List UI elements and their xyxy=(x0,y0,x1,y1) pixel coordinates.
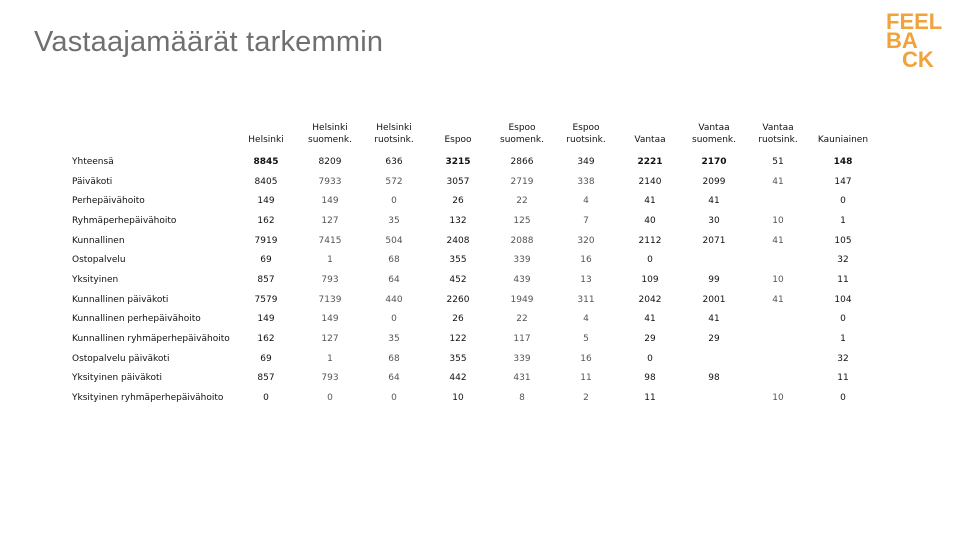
table-cell: 440 xyxy=(385,294,403,305)
table-cell: 1949 xyxy=(510,294,534,305)
table-cell: 8209 xyxy=(318,156,342,167)
table-cell: 0 xyxy=(391,393,397,404)
table-cell: 68 xyxy=(388,255,400,266)
table-cell: 32 xyxy=(837,353,849,364)
table-cell: 5 xyxy=(583,334,589,345)
table-cell: 149 xyxy=(321,314,339,325)
table-row xyxy=(72,349,876,369)
table-cell: 2140 xyxy=(638,176,662,187)
table-cell: 2260 xyxy=(446,294,470,305)
table-cell xyxy=(746,191,810,211)
table-cell: 320 xyxy=(577,235,595,246)
table-cell: 41 xyxy=(644,196,656,207)
table-cell: 29 xyxy=(708,334,720,345)
table-cell: 105 xyxy=(834,235,852,246)
table-cell: 2170 xyxy=(701,156,727,167)
table-cell: 11 xyxy=(580,373,592,384)
table-cell: 0 xyxy=(840,314,846,325)
table-cell: 147 xyxy=(834,176,852,187)
table-cell: 442 xyxy=(449,373,467,384)
table-row xyxy=(72,250,876,270)
table-cell: 22 xyxy=(516,314,528,325)
table-cell: 857 xyxy=(257,274,275,285)
row-label: Yhteensä xyxy=(72,156,114,167)
table-cell: 64 xyxy=(388,274,400,285)
table-cell: 40 xyxy=(644,215,656,226)
table-cell: 125 xyxy=(513,215,531,226)
table-cell: 2112 xyxy=(638,235,662,246)
table-cell: 149 xyxy=(257,196,275,207)
table-cell: 117 xyxy=(513,334,531,345)
table-cell: 8 xyxy=(519,393,525,404)
table-row xyxy=(72,231,876,251)
table-cell: 4 xyxy=(583,196,589,207)
table-cell xyxy=(682,250,746,270)
table-cell: 41 xyxy=(708,314,720,325)
row-label: Päiväkoti xyxy=(72,176,113,187)
row-label: Yksityinen päiväkoti xyxy=(72,373,163,384)
table-row xyxy=(72,270,876,290)
table-cell: 1 xyxy=(840,215,846,226)
table-cell: 149 xyxy=(321,196,339,207)
table-cell xyxy=(682,388,746,408)
table-cell: 51 xyxy=(772,156,784,167)
row-label: Ostopalvelu päiväkoti xyxy=(72,353,170,364)
row-label: Kunnallinen xyxy=(72,235,125,246)
table-cell: 122 xyxy=(449,334,467,345)
table-cell: 127 xyxy=(321,334,339,345)
table-cell: 41 xyxy=(772,294,784,305)
table-cell: 504 xyxy=(385,235,403,246)
table-row xyxy=(72,172,876,192)
table-cell: 41 xyxy=(644,314,656,325)
table-header-row xyxy=(72,108,876,152)
logo-line-3: CK xyxy=(902,47,934,72)
table-row xyxy=(72,211,876,231)
row-label: Yksityinen ryhmäperhepäivähoito xyxy=(72,393,224,404)
column-header: Espoo suomenk. xyxy=(500,123,544,145)
table-cell: 0 xyxy=(391,314,397,325)
column-header-label xyxy=(72,108,234,152)
table-cell xyxy=(746,349,810,369)
table-cell: 339 xyxy=(513,255,531,266)
table-row xyxy=(72,290,876,310)
table-cell: 35 xyxy=(388,215,400,226)
column-header: Helsinki xyxy=(248,135,284,145)
table-cell: 4 xyxy=(583,314,589,325)
table-cell: 2719 xyxy=(510,176,534,187)
column-header: Espoo xyxy=(444,135,472,145)
column-header: Vantaa xyxy=(634,135,666,145)
table-cell: 793 xyxy=(321,373,339,384)
table-cell xyxy=(746,329,810,349)
table-cell: 64 xyxy=(388,373,400,384)
table-cell: 2 xyxy=(583,393,589,404)
logo-line-1: FEEL xyxy=(886,9,943,34)
table-cell: 149 xyxy=(257,314,275,325)
table-cell: 162 xyxy=(257,334,275,345)
table-cell: 0 xyxy=(647,255,653,266)
table-row xyxy=(72,388,876,408)
table-cell: 355 xyxy=(449,255,467,266)
table-cell: 0 xyxy=(840,393,846,404)
column-header: Helsinki ruotsink. xyxy=(374,123,414,145)
table-cell: 1 xyxy=(327,353,333,364)
table-cell: 32 xyxy=(837,255,849,266)
table-cell: 2088 xyxy=(510,235,534,246)
respondent-table xyxy=(72,108,876,408)
table-cell: 16 xyxy=(580,255,592,266)
table-cell: 2866 xyxy=(510,156,534,167)
table-cell: 339 xyxy=(513,353,531,364)
table-cell: 0 xyxy=(647,353,653,364)
row-label: Ostopalvelu xyxy=(72,255,126,266)
table-cell: 10 xyxy=(452,393,464,404)
table-cell: 1 xyxy=(840,334,846,345)
table-cell: 10 xyxy=(772,215,784,226)
table-cell: 68 xyxy=(388,353,400,364)
table-cell: 98 xyxy=(644,373,656,384)
table-cell xyxy=(746,310,810,330)
table-cell: 7933 xyxy=(318,176,342,187)
table-cell: 29 xyxy=(644,334,656,345)
table-cell: 16 xyxy=(580,353,592,364)
row-label: Ryhmäperhepäivähoito xyxy=(72,215,177,226)
table-cell: 69 xyxy=(260,353,272,364)
row-label: Yksityinen xyxy=(72,274,119,285)
table-cell: 69 xyxy=(260,255,272,266)
table-cell: 2001 xyxy=(702,294,726,305)
table-cell: 162 xyxy=(257,215,275,226)
table-cell: 99 xyxy=(708,274,720,285)
row-label: Perhepäivähoito xyxy=(72,196,145,207)
table-cell: 98 xyxy=(708,373,720,384)
logo-line-2: BA xyxy=(886,28,918,53)
column-header: Vantaa ruotsink. xyxy=(758,123,798,145)
table-cell: 311 xyxy=(577,294,595,305)
table-cell: 2408 xyxy=(446,235,470,246)
column-header: Vantaa suomenk. xyxy=(692,123,736,145)
table-cell: 439 xyxy=(513,274,531,285)
table-cell: 148 xyxy=(833,156,853,167)
table-row xyxy=(72,191,876,211)
table-cell: 11 xyxy=(837,274,849,285)
table-cell: 30 xyxy=(708,215,720,226)
page-title: Vastaajamäärät tarkemmin xyxy=(34,26,384,58)
table-cell: 1 xyxy=(327,255,333,266)
table-cell: 127 xyxy=(321,215,339,226)
table-cell: 11 xyxy=(837,373,849,384)
table-cell: 109 xyxy=(641,274,659,285)
table-cell: 7919 xyxy=(254,235,278,246)
table-row xyxy=(72,329,876,349)
column-header: Helsinki suomenk. xyxy=(308,123,352,145)
table-cell: 41 xyxy=(708,196,720,207)
table-cell: 2099 xyxy=(702,176,726,187)
table-cell: 11 xyxy=(644,393,656,404)
table-row xyxy=(72,152,876,172)
table-cell xyxy=(746,250,810,270)
table-cell: 7415 xyxy=(318,235,342,246)
table-cell: 10 xyxy=(772,393,784,404)
table-cell: 104 xyxy=(834,294,852,305)
table-cell: 132 xyxy=(449,215,467,226)
table-body xyxy=(72,152,876,408)
table-cell: 0 xyxy=(391,196,397,207)
table-cell: 0 xyxy=(263,393,269,404)
table-row xyxy=(72,369,876,389)
row-label: Kunnallinen ryhmäperhepäivähoito xyxy=(72,334,230,345)
table-cell: 8845 xyxy=(253,156,279,167)
table-cell: 13 xyxy=(580,274,592,285)
table-cell: 857 xyxy=(257,373,275,384)
table-cell: 35 xyxy=(388,334,400,345)
table-cell: 10 xyxy=(772,274,784,285)
table-cell: 2042 xyxy=(638,294,662,305)
feelback-logo xyxy=(886,9,956,72)
table-cell: 572 xyxy=(385,176,403,187)
table-cell xyxy=(746,369,810,389)
table-cell: 452 xyxy=(449,274,467,285)
row-label: Kunnallinen perhepäivähoito xyxy=(72,314,201,325)
table-cell xyxy=(682,349,746,369)
table-cell: 3057 xyxy=(446,176,470,187)
table-cell: 793 xyxy=(321,274,339,285)
table-cell: 7 xyxy=(583,215,589,226)
table-cell: 7579 xyxy=(254,294,278,305)
table-cell: 338 xyxy=(577,176,595,187)
table-cell: 2071 xyxy=(702,235,726,246)
table-cell: 41 xyxy=(772,176,784,187)
table-cell: 2221 xyxy=(637,156,663,167)
table-cell: 22 xyxy=(516,196,528,207)
table-cell: 3215 xyxy=(445,156,471,167)
row-label: Kunnallinen päiväkoti xyxy=(72,294,169,305)
table-cell: 355 xyxy=(449,353,467,364)
table-cell: 7139 xyxy=(318,294,342,305)
column-header: Espoo ruotsink. xyxy=(566,123,606,145)
table-cell: 8405 xyxy=(254,176,278,187)
table-cell: 26 xyxy=(452,196,464,207)
table-cell: 41 xyxy=(772,235,784,246)
column-header: Kauniainen xyxy=(817,135,869,145)
table-cell: 431 xyxy=(513,373,531,384)
table-cell: 0 xyxy=(840,196,846,207)
table-cell: 0 xyxy=(327,393,333,404)
table-cell: 26 xyxy=(452,314,464,325)
table-cell: 349 xyxy=(577,156,595,167)
table-row xyxy=(72,310,876,330)
table-cell: 636 xyxy=(385,156,403,167)
